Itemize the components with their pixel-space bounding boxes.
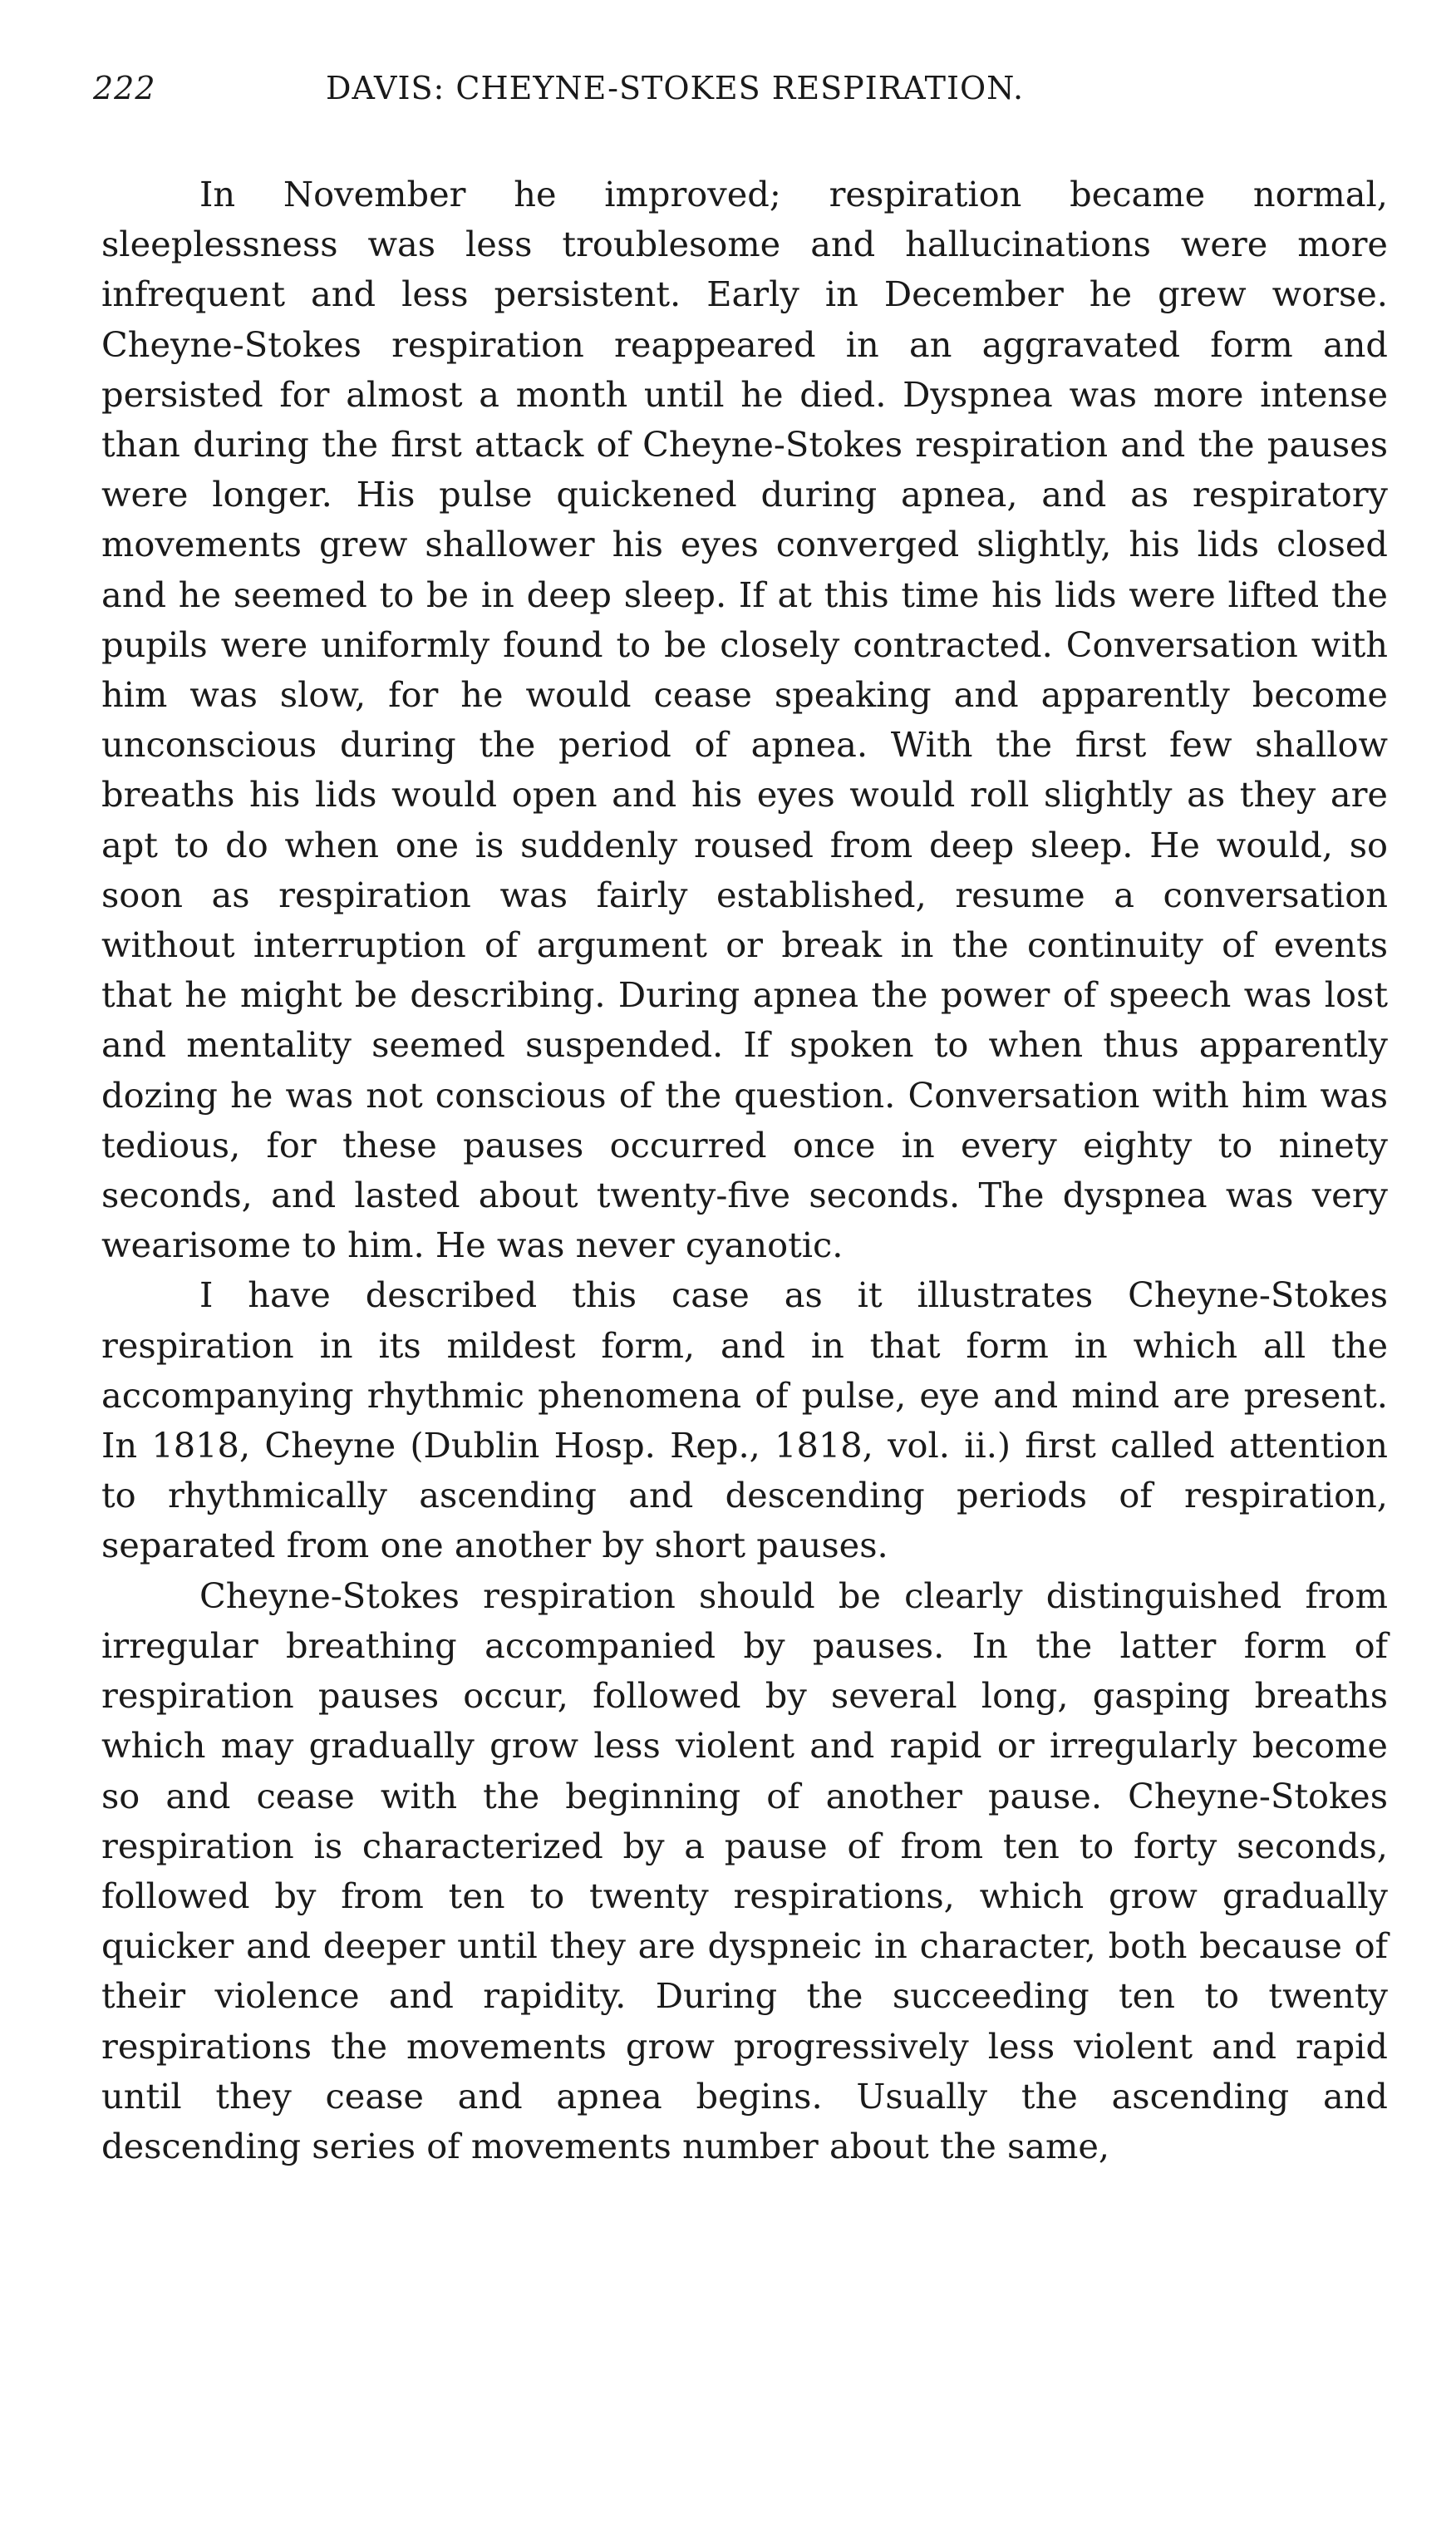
running-title: DAVIS: CHEYNE-STOKES RESPIRATION.: [326, 70, 1025, 106]
book-page: [93, 58, 1388, 2171]
paragraph-history: I have described this case as it illustrates Cheyne-Stokes respiration in its mildest form, and in that form in which all the accompanying rhythmic phenomena of pulse, eye and mind are present. In 1818, Cheyne (Dublin Hosp. Rep., 1818, vol. ii.) first called attention to rhythmically ascending and descending periods of respiration, separated from one another by short pauses.: [101, 1274, 1388, 1566]
body-text: [101, 170, 1388, 2171]
page-header: [93, 58, 1388, 125]
page-number: 222: [93, 70, 156, 106]
paragraph-case-description: In November he improved; respiration became normal, sleeplessness was less troublesome and hallucinations were more infrequent and less persistent. Early in December he grew worse. Cheyne-Stokes respiration reappeared in an aggravated form and persisted for almost a month until he died. Dyspnea was more intense than during the first attack of Cheyne-Stokes respiration and the pauses were longer. His pulse quickened during apnea, and as respiratory movements grew shallower his eyes converged slightly, his lids closed and he seemed to be in deep sleep. If at this time his lids were lifted the pupils were uniformly found to be closely contracted. Conversation with him was slow, for he would cease speaking and apparently become unconscious during the period of apnea. With the first few shallow breaths his lids would open and his eyes would roll slightly as they are apt to do when one is suddenly roused from deep sleep. He would, so soon as respiration was fairly established, resume a conversation without interruption of argument or break in the continuity of events that he might be describing. During apnea the power of speech was lost and mentality seemed suspended. If spoken to when thus apparently dozing he was not conscious of the question. Conversation with him was tedious, for these pauses occurred once in every eighty to ninety seconds, and lasted about twenty-five seconds. The dyspnea was very wearisome to him. He was never cyanotic.: [101, 174, 1388, 1266]
paragraph-distinction: Cheyne-Stokes respiration should be clearly distinguished from irregular breathing accompanied by pauses. In the latter form of respiration pauses occur, followed by several long, gasping breaths which may gradually grow less violent and rapid or irregularly become so and cease with the beginning of another pause. Cheyne-Stokes respiration is characterized by a pause of from ten to forty seconds, followed by from ten to twenty respirations, which grow gradually quicker and deeper until they are dyspneic in character, both because of their violence and rapidity. During the succeeding ten to twenty respirations the movements grow progressively less violent and rapid until they cease and apnea begins. Usually the ascending and descending series of movements number about the same,: [101, 1575, 1388, 2166]
